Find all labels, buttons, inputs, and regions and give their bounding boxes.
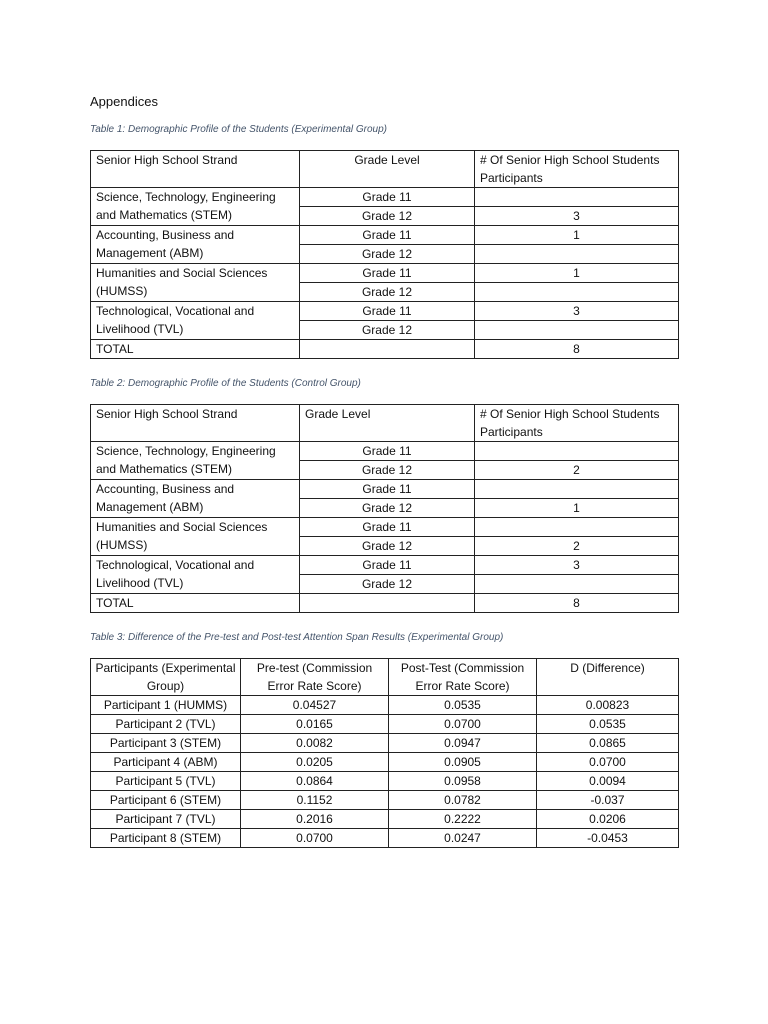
grade-cell: Grade 11 — [300, 518, 475, 537]
count-cell: 2 — [475, 461, 679, 480]
pretest-cell: 0.04527 — [241, 696, 389, 715]
header-cell: Senior High School Strand — [91, 405, 300, 442]
table-row — [91, 696, 679, 715]
table2-caption: Table 2: Demographic Profile of the Students (Control Group) — [90, 378, 361, 389]
header-cell: Pre-test (Commission Error Rate Score) — [241, 659, 389, 696]
participant-cell: Participant 1 (HUMMS) — [91, 696, 241, 715]
posttest-cell: 0.2222 — [389, 810, 537, 829]
pretest-cell: 0.0165 — [241, 715, 389, 734]
header-cell: Participants (Experimental Group) — [91, 659, 241, 696]
posttest-cell: 0.0905 — [389, 753, 537, 772]
count-cell — [475, 188, 679, 207]
grade-cell: Grade 12 — [300, 461, 475, 480]
difference-cell: 0.0206 — [537, 810, 679, 829]
participant-cell: Participant 5 (TVL) — [91, 772, 241, 791]
total-value: 8 — [475, 594, 679, 613]
table-header-row — [91, 659, 679, 696]
participant-cell: Participant 3 (STEM) — [91, 734, 241, 753]
count-cell — [475, 283, 679, 302]
count-cell: 1 — [475, 226, 679, 245]
table3-attention-span-results — [90, 658, 679, 848]
count-cell — [475, 518, 679, 537]
header-cell: # Of Senior High School Students Participants — [475, 151, 679, 188]
count-cell: 1 — [475, 264, 679, 283]
strand-cell: Technological, Vocational and Livelihood (TVL) — [91, 302, 300, 340]
posttest-cell: 0.0782 — [389, 791, 537, 810]
total-row — [91, 594, 679, 613]
header-cell: Grade Level — [300, 405, 475, 442]
strand-cell: Humanities and Social Sciences (HUMSS) — [91, 518, 300, 556]
table-row — [91, 556, 679, 575]
grade-cell: Grade 12 — [300, 575, 475, 594]
strand-cell: Science, Technology, Engineering and Mathematics (STEM) — [91, 188, 300, 226]
grade-cell: Grade 11 — [300, 226, 475, 245]
difference-cell: 0.00823 — [537, 696, 679, 715]
count-cell — [475, 321, 679, 340]
grade-cell: Grade 12 — [300, 207, 475, 226]
table-row — [91, 810, 679, 829]
pretest-cell: 0.0082 — [241, 734, 389, 753]
count-cell: 3 — [475, 302, 679, 321]
count-cell: 1 — [475, 499, 679, 518]
posttest-cell: 0.0947 — [389, 734, 537, 753]
header-cell: Post-Test (Commission Error Rate Score) — [389, 659, 537, 696]
total-label: TOTAL — [91, 340, 300, 359]
participant-cell: Participant 6 (STEM) — [91, 791, 241, 810]
table-row — [91, 715, 679, 734]
table3-caption: Table 3: Difference of the Pre-test and Post-test Attention Span Results (Experimental Group) — [90, 632, 504, 643]
pretest-cell: 0.1152 — [241, 791, 389, 810]
header-cell: # Of Senior High School Students Participants — [475, 405, 679, 442]
grade-cell: Grade 11 — [300, 442, 475, 461]
strand-cell: Accounting, Business and Management (ABM) — [91, 480, 300, 518]
difference-cell: 0.0094 — [537, 772, 679, 791]
table-row — [91, 518, 679, 537]
table-header-row — [91, 405, 679, 442]
table2-control-profile — [90, 404, 679, 613]
table-row — [91, 226, 679, 245]
posttest-cell: 0.0247 — [389, 829, 537, 848]
grade-cell: Grade 11 — [300, 480, 475, 499]
participant-cell: Participant 7 (TVL) — [91, 810, 241, 829]
table-row — [91, 753, 679, 772]
grade-cell: Grade 12 — [300, 499, 475, 518]
strand-cell: Science, Technology, Engineering and Mathematics (STEM) — [91, 442, 300, 480]
participant-cell: Participant 2 (TVL) — [91, 715, 241, 734]
strand-cell: Technological, Vocational and Livelihood (TVL) — [91, 556, 300, 594]
table-row — [91, 791, 679, 810]
difference-cell: 0.0865 — [537, 734, 679, 753]
table-row — [91, 480, 679, 499]
posttest-cell: 0.0958 — [389, 772, 537, 791]
table-row — [91, 188, 679, 207]
grade-cell: Grade 12 — [300, 245, 475, 264]
header-cell: D (Difference) — [537, 659, 679, 696]
grade-cell: Grade 11 — [300, 302, 475, 321]
table-header-row — [91, 151, 679, 188]
grade-cell: Grade 11 — [300, 556, 475, 575]
strand-cell: Accounting, Business and Management (ABM) — [91, 226, 300, 264]
strand-cell: Humanities and Social Sciences (HUMSS) — [91, 264, 300, 302]
table-row — [91, 772, 679, 791]
count-cell — [475, 442, 679, 461]
pretest-cell: 0.0205 — [241, 753, 389, 772]
count-cell: 2 — [475, 537, 679, 556]
pretest-cell: 0.0700 — [241, 829, 389, 848]
table1-caption: Table 1: Demographic Profile of the Students (Experimental Group) — [90, 124, 388, 135]
empty-cell — [300, 340, 475, 359]
count-cell — [475, 575, 679, 594]
participant-cell: Participant 8 (STEM) — [91, 829, 241, 848]
count-cell — [475, 480, 679, 499]
grade-cell: Grade 12 — [300, 537, 475, 556]
total-label: TOTAL — [91, 594, 300, 613]
pretest-cell: 0.0864 — [241, 772, 389, 791]
page-heading: Appendices — [90, 94, 158, 109]
header-cell: Grade Level — [300, 151, 475, 188]
table-row — [91, 442, 679, 461]
table-row — [91, 264, 679, 283]
difference-cell: 0.0700 — [537, 753, 679, 772]
total-value: 8 — [475, 340, 679, 359]
table-row — [91, 302, 679, 321]
posttest-cell: 0.0700 — [389, 715, 537, 734]
grade-cell: Grade 11 — [300, 188, 475, 207]
empty-cell — [300, 594, 475, 613]
header-cell: Senior High School Strand — [91, 151, 300, 188]
difference-cell: -0.0453 — [537, 829, 679, 848]
pretest-cell: 0.2016 — [241, 810, 389, 829]
grade-cell: Grade 11 — [300, 264, 475, 283]
grade-cell: Grade 12 — [300, 321, 475, 340]
table-row — [91, 829, 679, 848]
participant-cell: Participant 4 (ABM) — [91, 753, 241, 772]
count-cell — [475, 245, 679, 264]
total-row — [91, 340, 679, 359]
table-row — [91, 734, 679, 753]
count-cell: 3 — [475, 207, 679, 226]
grade-cell: Grade 12 — [300, 283, 475, 302]
difference-cell: 0.0535 — [537, 715, 679, 734]
count-cell: 3 — [475, 556, 679, 575]
posttest-cell: 0.0535 — [389, 696, 537, 715]
difference-cell: -0.037 — [537, 791, 679, 810]
table1-experimental-profile — [90, 150, 679, 359]
